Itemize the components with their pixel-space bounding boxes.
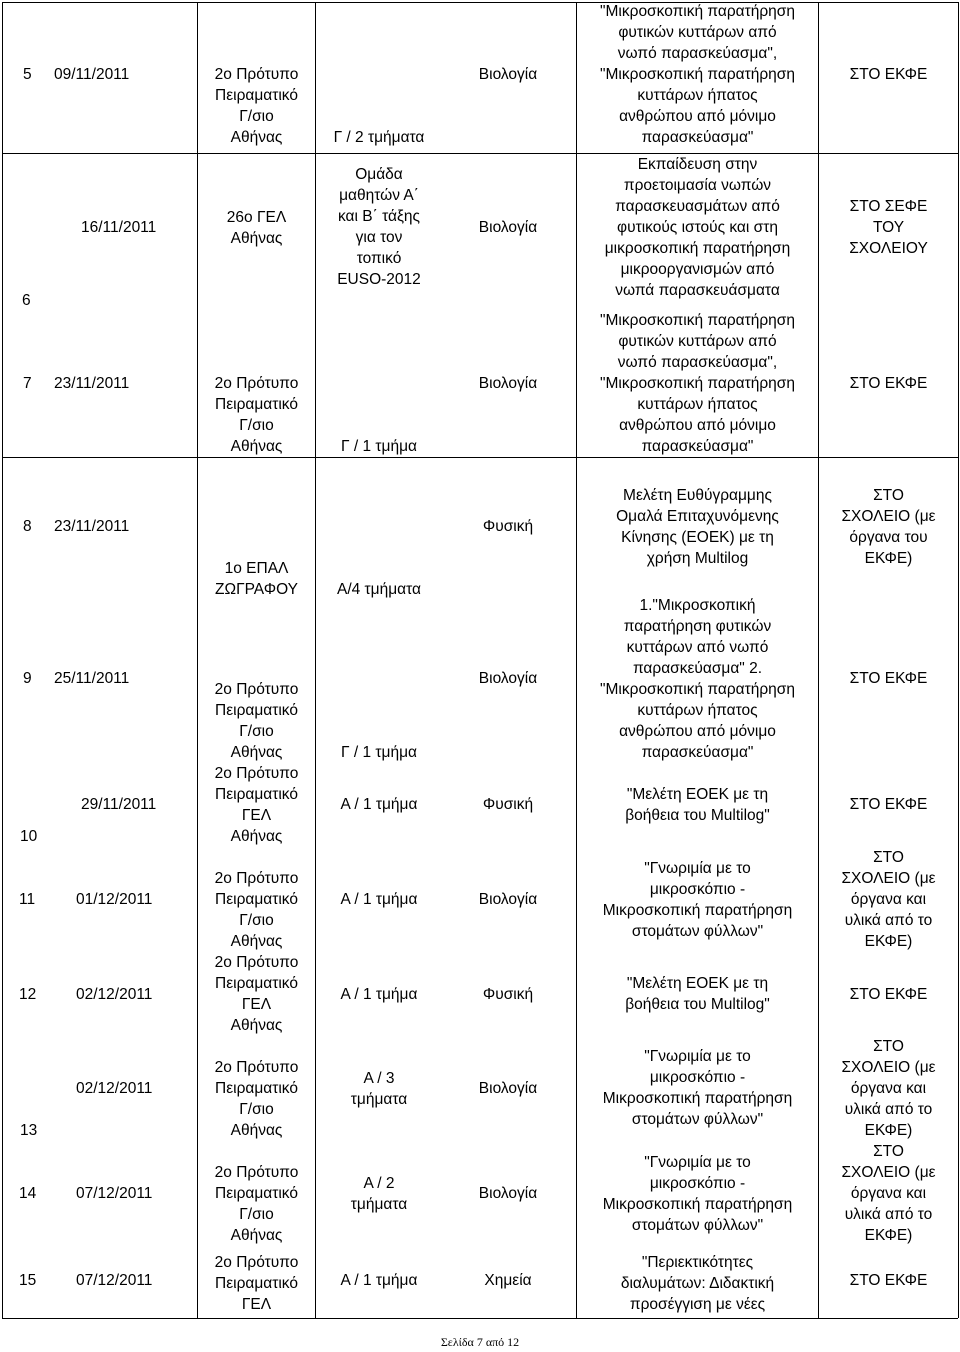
row-number: 14 (19, 1185, 37, 1202)
row-place: ΣΤΟ ΕΚΦΕ (849, 670, 928, 687)
row-school: 1ο ΕΠΑΛ ΖΩΓΡΑΦΟΥ (215, 560, 298, 598)
row-date: 23/11/2011 (54, 518, 130, 535)
row-number: 15 (19, 1272, 37, 1289)
row-subject: Βιολογία (478, 891, 538, 908)
row-classes: Γ / 1 τμήμα (341, 744, 417, 761)
row-school: 26ο ΓΕΛ Αθήνας (226, 209, 287, 247)
row-subject: Βιολογία (478, 219, 538, 236)
row-divider (2, 1318, 958, 1319)
page-footer: Σελίδα 7 από 12 (440, 1335, 520, 1349)
row-date: 16/11/2011 (81, 219, 157, 236)
row-place: ΣΤΟ ΣΕΦΕ ΤΟΥ ΣΧΟΛΕΙΟΥ (849, 198, 928, 257)
row-school: 2ο Πρότυπο Πειραματικό Γ/σιο Αθήνας (214, 66, 299, 146)
row-number: 13 (20, 1122, 38, 1139)
row-divider (2, 457, 958, 458)
row-date: 23/11/2011 (54, 375, 130, 392)
row-place: ΣΤΟ ΣΧΟΛΕΙΟ (με όργανα και υλικά από το ΕΚΦΕ) (841, 849, 936, 950)
row-classes: Α / 1 τμήμα (340, 796, 418, 813)
row-topic: "Μελέτη ΕΟΕΚ με τη βοήθεια του Multilog" (625, 975, 770, 1013)
row-subject: Βιολογία (478, 375, 538, 392)
row-topic: "Γνωριμία με το μικροσκόπιο - Μικροσκοπική παρατήρηση στομάτων φύλλων" (602, 1154, 793, 1234)
row-topic: "Μικροσκοπική παρατήρηση φυτικών κυττάρων από νωπό παρασκεύασμα", "Μικροσκοπική παρατήρηση κυττάρων ήπατος ανθρώπου από μόνιμο παρασκεύασμα" (600, 312, 795, 455)
row-school: 2ο Πρότυπο Πειραματικό ΓΕΛ (214, 1254, 299, 1313)
row-number: 10 (20, 828, 38, 845)
row-number: 11 (19, 891, 36, 908)
row-date: 25/11/2011 (54, 670, 130, 687)
row-date: 02/12/2011 (76, 1080, 153, 1097)
row-classes: Γ / 2 τμήματα (333, 129, 425, 146)
row-classes: Α / 1 τμήμα (340, 1272, 418, 1289)
row-subject: Φυσική (482, 796, 534, 813)
row-subject: Βιολογία (478, 1185, 538, 1202)
row-subject: Φυσική (482, 518, 534, 535)
row-date: 09/11/2011 (54, 66, 130, 83)
row-place: ΣΤΟ ΕΚΦΕ (849, 1272, 928, 1289)
row-school: 2ο Πρότυπο Πειραματικό Γ/σιο Αθήνας (214, 1059, 299, 1139)
row-school: 2ο Πρότυπο Πειραματικό Γ/σιο Αθήνας (214, 375, 299, 455)
row-topic: "Γνωριμία με το μικροσκόπιο - Μικροσκοπική παρατήρηση στομάτων φύλλων" (602, 1048, 793, 1128)
row-number: 8 (23, 518, 32, 535)
row-number: 5 (23, 66, 32, 83)
row-classes: Α / 1 τμήμα (340, 986, 418, 1003)
row-subject: Χημεία (484, 1272, 532, 1289)
row-place: ΣΤΟ ΕΚΦΕ (849, 796, 928, 813)
row-topic: "Μικροσκοπική παρατήρηση φυτικών κυττάρων από νωπό παρασκεύασμα", "Μικροσκοπική παρατήρηση κυττάρων ήπατος ανθρώπου από μόνιμο παρασκεύασμα" (600, 3, 795, 146)
row-number: 6 (22, 292, 31, 309)
row-topic: "Γνωριμία με το μικροσκόπιο - Μικροσκοπική παρατήρηση στομάτων φύλλων" (602, 860, 793, 940)
row-school: 2ο Πρότυπο Πειραματικό Γ/σιο Αθήνας (214, 1164, 299, 1244)
row-date: 07/12/2011 (76, 1272, 153, 1289)
row-topic: Μελέτη Ευθύγραμμης Ομαλά Επιταχυνόμενης Κίνησης (ΕΟΕΚ) με τη χρήση Multilog (616, 487, 779, 567)
row-place: ΣΤΟ ΣΧΟΛΕΙΟ (με όργανα και υλικά από το ΕΚΦΕ) (841, 1038, 936, 1139)
row-school: 2ο Πρότυπο Πειραματικό Γ/σιο Αθήνας (214, 681, 299, 761)
row-school: 2ο Πρότυπο Πειραματικό ΓΕΛ Αθήνας (214, 954, 299, 1034)
row-number: 7 (23, 375, 32, 392)
row-classes: Α/4 τμήματα (336, 581, 421, 598)
table-border-right (958, 2, 959, 1318)
row-number: 12 (19, 986, 37, 1003)
row-subject: Φυσική (482, 986, 534, 1003)
row-classes: Α / 1 τμήμα (340, 891, 418, 908)
row-topic: "Περιεκτικότητες διαλυμάτων: Διδακτική προσέγγιση με νέες (620, 1254, 775, 1313)
row-classes: Γ / 1 τμήμα (341, 438, 417, 455)
row-place: ΣΤΟ ΣΧΟΛΕΙΟ (με όργανα του ΕΚΦΕ) (841, 487, 936, 567)
row-place: ΣΤΟ ΕΚΦΕ (849, 66, 928, 83)
row-classes: Ομάδα μαθητών Α΄ και Β΄ τάξης για τον τοπικό EUSO-2012 (337, 166, 421, 288)
row-date: 07/12/2011 (76, 1185, 153, 1202)
row-date: 29/11/2011 (81, 796, 157, 813)
row-place: ΣΤΟ ΣΧΟΛΕΙΟ (με όργανα και υλικά από το ΕΚΦΕ) (841, 1143, 936, 1244)
row-date: 01/12/2011 (76, 891, 153, 908)
row-date: 02/12/2011 (76, 986, 153, 1003)
row-topic: "Μελέτη ΕΟΕΚ με τη βοήθεια του Multilog" (625, 786, 770, 824)
row-place: ΣΤΟ ΕΚΦΕ (849, 986, 928, 1003)
row-school: 2ο Πρότυπο Πειραματικό ΓΕΛ Αθήνας (214, 765, 299, 845)
row-subject: Βιολογία (478, 1080, 538, 1097)
row-subject: Βιολογία (478, 670, 538, 687)
row-classes: Α / 2 τμήματα (350, 1175, 408, 1213)
col-divider (2, 2, 3, 1318)
row-topic: 1."Μικροσκοπική παρατήρηση φυτικών κυττάρων από νωπό παρασκεύασμα" 2. "Μικροσκοπική παρατήρηση κυττάρων ήπατος ανθρώπου από μόνιμο παρασκεύασμα" (600, 597, 795, 761)
row-number: 9 (23, 670, 32, 687)
row-classes: Α / 3 τμήματα (350, 1070, 408, 1108)
row-school: 2ο Πρότυπο Πειραματικό Γ/σιο Αθήνας (214, 870, 299, 950)
row-topic: Εκπαίδευση στην προετοιμασία νωπών παρασκευασμάτων από φυτικούς ιστούς και στη μικροσκοπική παρατήρηση μικροοργανισμών από νωπά παρασκευάσματα (604, 156, 791, 299)
row-subject: Βιολογία (478, 66, 538, 83)
row-place: ΣΤΟ ΕΚΦΕ (849, 375, 928, 392)
